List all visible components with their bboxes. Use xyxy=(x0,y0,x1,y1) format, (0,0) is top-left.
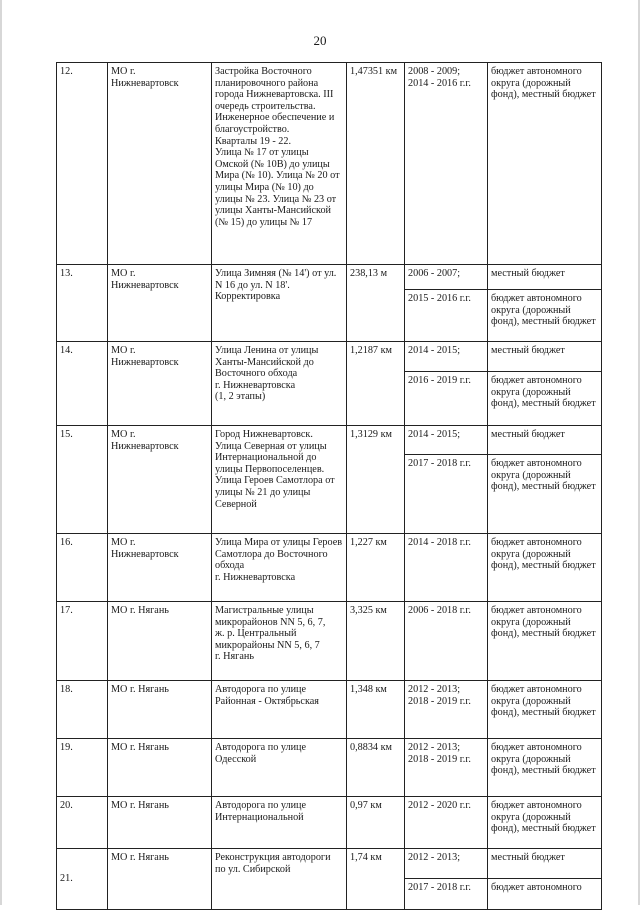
period-cell: 2014 - 2015; xyxy=(405,426,488,455)
municipality-cell: МО г. Нягань xyxy=(108,681,212,739)
length-cell: 1,3129 км xyxy=(347,426,405,534)
funding-source-cell: местный бюджет xyxy=(488,265,602,290)
municipality-cell: МО г. Нягань xyxy=(108,849,212,910)
row-number: 13. xyxy=(57,265,108,342)
length-cell: 1,227 км xyxy=(347,534,405,602)
municipality-cell: МО г. Нижневартовск xyxy=(108,534,212,602)
period-cell: 2012 - 2013; 2018 - 2019 г.г. xyxy=(405,681,488,739)
object-description-cell: Автодорога по улице Районная - Октябрьская xyxy=(212,681,347,739)
table-row xyxy=(57,797,602,849)
period-cell: 2008 - 2009; 2014 - 2016 г.г. xyxy=(405,63,488,265)
road-objects-table xyxy=(56,62,602,910)
period-cell: 2017 - 2018 г.г. xyxy=(405,879,488,910)
length-cell: 0,8834 км xyxy=(347,739,405,797)
municipality-cell: МО г. Нягань xyxy=(108,797,212,849)
length-cell: 238,13 м xyxy=(347,265,405,342)
municipality-cell: МО г. Нягань xyxy=(108,602,212,681)
row-number: 20. xyxy=(57,797,108,849)
object-description-cell: Улица Мира от улицы Героев Самотлора до Восточного обхода г. Нижневартовска xyxy=(212,534,347,602)
table-row xyxy=(57,602,602,681)
row-number: 17. xyxy=(57,602,108,681)
row-number: 12. xyxy=(57,63,108,265)
table-row xyxy=(57,342,602,372)
object-description-cell: Улица Ленина от улицы Ханты-Мансийской до Восточного обхода г. Нижневартовска (1, 2 этапы) xyxy=(212,342,347,426)
funding-source-cell: бюджет автономного округа (дорожный фонд), местный бюджет xyxy=(488,602,602,681)
table-row xyxy=(57,849,602,879)
length-cell: 1,348 км xyxy=(347,681,405,739)
period-cell: 2006 - 2007; xyxy=(405,265,488,290)
period-cell: 2012 - 2020 г.г. xyxy=(405,797,488,849)
funding-source-cell: бюджет автономного округа (дорожный фонд), местный бюджет xyxy=(488,797,602,849)
table-row xyxy=(57,426,602,455)
object-description-cell: Магистральные улицы микрорайонов NN 5, 6, 7, ж. р. Центральный микрорайоны NN 5, 6, 7 г. Нягань xyxy=(212,602,347,681)
object-description-cell: Улица Зимняя (№ 14') от ул. N 16 до ул. N 18'. Корректировка xyxy=(212,265,347,342)
period-cell: 2014 - 2018 г.г. xyxy=(405,534,488,602)
length-cell: 1,2187 км xyxy=(347,342,405,426)
row-number: 15. xyxy=(57,426,108,534)
table-row xyxy=(57,534,602,602)
object-description-cell: Автодорога по улице Одесской xyxy=(212,739,347,797)
object-description-cell: Город Нижневартовск. Улица Северная от улицы Интернациональной до улицы Первопоселенцев. Улица Героев Самотлора от улицы № 21 до улицы Северной xyxy=(212,426,347,534)
table-row xyxy=(57,739,602,797)
municipality-cell: МО г. Нижневартовск xyxy=(108,342,212,426)
funding-source-cell: бюджет автономного округа (дорожный фонд), местный бюджет xyxy=(488,739,602,797)
period-cell: 2017 - 2018 г.г. xyxy=(405,455,488,534)
funding-source-cell: бюджет автономного xyxy=(488,879,602,910)
funding-source-cell: бюджет автономного округа (дорожный фонд), местный бюджет xyxy=(488,455,602,534)
period-cell: 2014 - 2015; xyxy=(405,342,488,372)
object-description-cell: Автодорога по улице Интернациональной xyxy=(212,797,347,849)
funding-source-cell: бюджет автономного округа (дорожный фонд), местный бюджет xyxy=(488,290,602,342)
period-cell: 2012 - 2013; xyxy=(405,849,488,879)
table-row xyxy=(57,265,602,290)
table-row xyxy=(57,63,602,265)
municipality-cell: МО г. Нижневартовск xyxy=(108,426,212,534)
length-cell: 1,74 км xyxy=(347,849,405,910)
length-cell: 3,325 км xyxy=(347,602,405,681)
funding-source-cell: местный бюджет xyxy=(488,426,602,455)
period-cell: 2015 - 2016 г.г. xyxy=(405,290,488,342)
period-cell: 2012 - 2013; 2018 - 2019 г.г. xyxy=(405,739,488,797)
length-cell: 1,47351 км xyxy=(347,63,405,265)
length-cell: 0,97 км xyxy=(347,797,405,849)
left-page-edge xyxy=(0,0,2,905)
row-number: 18. xyxy=(57,681,108,739)
funding-source-cell: бюджет автономного округа (дорожный фонд), местный бюджет xyxy=(488,534,602,602)
funding-source-cell: бюджет автономного округа (дорожный фонд), местный бюджет xyxy=(488,681,602,739)
municipality-cell: МО г. Нягань xyxy=(108,739,212,797)
funding-source-cell: местный бюджет xyxy=(488,342,602,372)
page-number: 20 xyxy=(313,33,327,48)
row-number: 19. xyxy=(57,739,108,797)
funding-source-cell: бюджет автономного округа (дорожный фонд), местный бюджет xyxy=(488,63,602,265)
funding-source-cell: местный бюджет xyxy=(488,849,602,879)
row-number: 16. xyxy=(57,534,108,602)
municipality-cell: МО г. Нижневартовск xyxy=(108,63,212,265)
row-number: 14. xyxy=(57,342,108,426)
table-row xyxy=(57,681,602,739)
row-number: 21. xyxy=(57,849,108,910)
object-description-cell: Реконструкция автодороги по ул. Сибирской xyxy=(212,849,347,910)
period-cell: 2016 - 2019 г.г. xyxy=(405,372,488,426)
municipality-cell: МО г. Нижневартовск xyxy=(108,265,212,342)
object-description-cell: Застройка Восточного планировочного района города Нижневартовска. III очередь строительства. Инженерное обеспечение и благоустройство. Кварталы 19 - 22. Улица № 17 от улицы Омской (№ 10В) до улицы Мира (№ 10). Улица № 20 от улицы Мира (№ 10) до улицы № 23. Улица № 23 от улицы Ханты-Мансийской (№ 15) до улицы № 17 xyxy=(212,63,347,265)
period-cell: 2006 - 2018 г.г. xyxy=(405,602,488,681)
funding-source-cell: бюджет автономного округа (дорожный фонд), местный бюджет xyxy=(488,372,602,426)
